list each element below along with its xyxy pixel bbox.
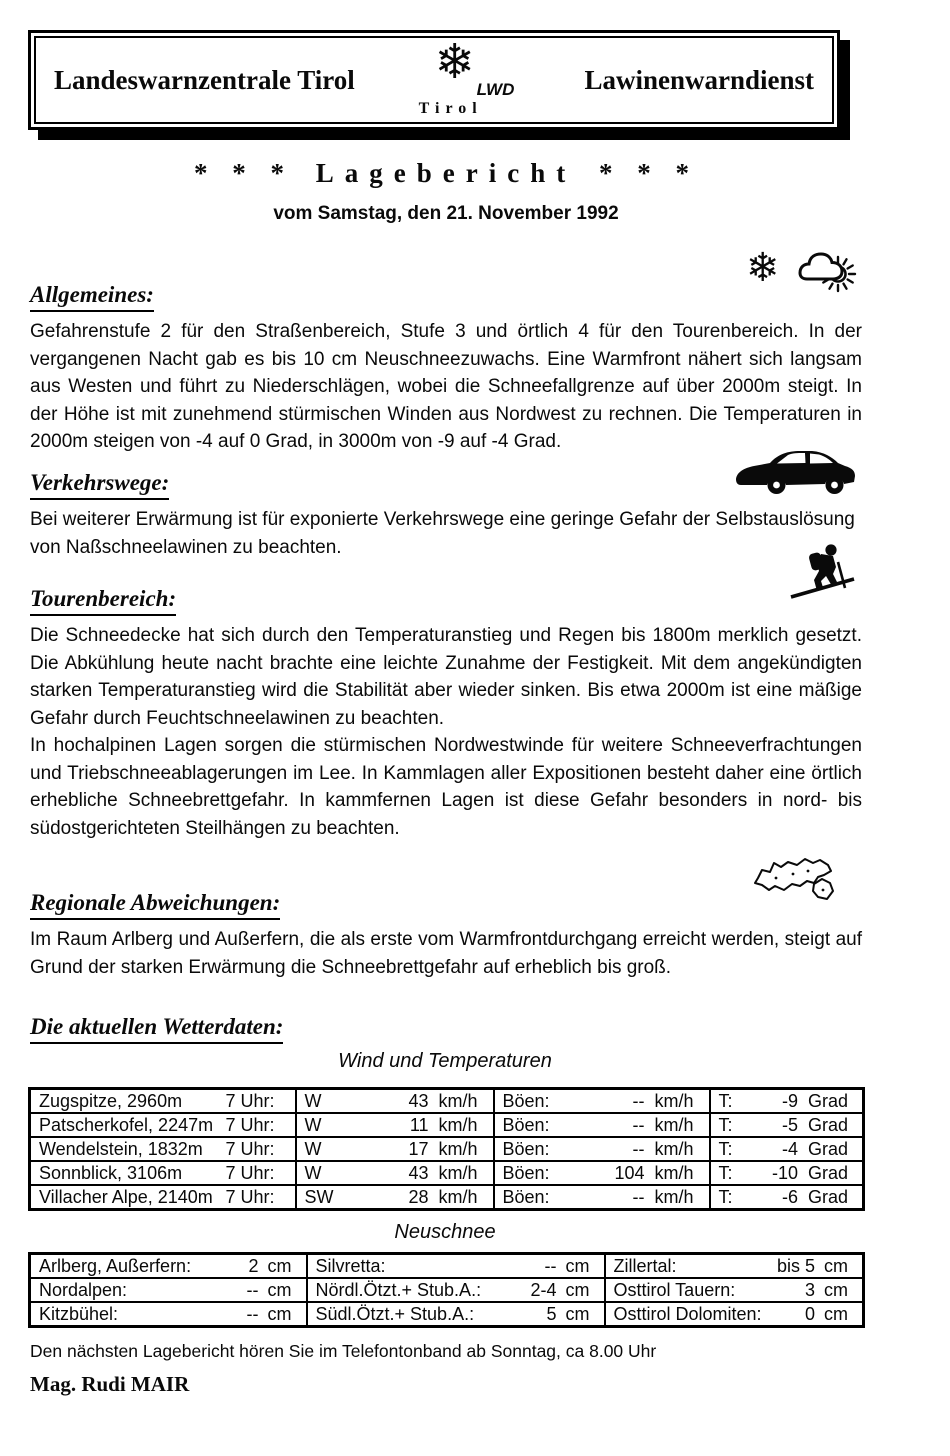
unit-cell: cm bbox=[267, 1303, 292, 1324]
snow-value-cell: 2-4 bbox=[530, 1279, 557, 1300]
section-heading: Verkehrswege: bbox=[30, 470, 169, 500]
header-right-title: Lawinenwarndienst bbox=[584, 64, 814, 95]
report-date: vom Samstag, den 21. November 1992 bbox=[273, 203, 619, 224]
snow-value-cell: 0 bbox=[804, 1303, 815, 1324]
neuschnee-table bbox=[28, 1252, 865, 1328]
wind-speed-cell: 28 bbox=[408, 1186, 429, 1207]
gust-label: Böen: bbox=[502, 1114, 550, 1135]
region-cell: Südl.Ötzt.+ Stub.A.: bbox=[315, 1303, 475, 1324]
unit-cell: cm bbox=[565, 1255, 590, 1276]
time-cell: 7 Uhr: bbox=[225, 1186, 275, 1207]
unit-cell: cm bbox=[267, 1255, 292, 1276]
station-cell: Villacher Alpe, 2140m bbox=[39, 1186, 213, 1207]
gust-label: Böen: bbox=[502, 1162, 550, 1183]
unit-cell: cm bbox=[267, 1279, 292, 1300]
section-heading: Die aktuellen Wetterdaten: bbox=[30, 1014, 283, 1044]
gust-value-cell: -- bbox=[632, 1138, 645, 1159]
station-cell: Zugspitze, 2960m bbox=[39, 1090, 183, 1111]
unit-cell: km/h bbox=[438, 1114, 478, 1135]
temp-label: T: bbox=[718, 1090, 733, 1111]
wind-dir-cell: SW bbox=[304, 1186, 334, 1207]
temp-label: T: bbox=[718, 1138, 733, 1159]
region-cell: Silvretta: bbox=[315, 1255, 386, 1276]
unit-cell: Grad bbox=[808, 1138, 849, 1159]
section-verkehrswege bbox=[30, 470, 862, 561]
unit-cell: cm bbox=[565, 1279, 590, 1300]
temp-value-cell: -9 bbox=[781, 1090, 798, 1111]
unit-cell: km/h bbox=[654, 1090, 694, 1111]
section-allgemeines bbox=[30, 282, 862, 456]
logo-tirol-text: Tirol bbox=[418, 100, 483, 117]
table-row bbox=[30, 1302, 864, 1327]
unit-cell: Grad bbox=[808, 1114, 849, 1135]
region-cell: Zillertal: bbox=[613, 1255, 677, 1276]
wind-speed-cell: 43 bbox=[408, 1162, 429, 1183]
wind-table-title: Wind und Temperaturen bbox=[338, 1050, 552, 1072]
unit-cell: Grad bbox=[808, 1186, 849, 1207]
temp-value-cell: -6 bbox=[781, 1186, 798, 1207]
table-row bbox=[30, 1185, 864, 1210]
time-cell: 7 Uhr: bbox=[225, 1114, 275, 1135]
temp-label: T: bbox=[718, 1162, 733, 1183]
unit-cell: km/h bbox=[654, 1138, 694, 1159]
station-cell: Wendelstein, 1832m bbox=[39, 1138, 203, 1159]
unit-cell: km/h bbox=[654, 1162, 694, 1183]
unit-cell: km/h bbox=[438, 1090, 478, 1111]
section-heading: Regionale Abweichungen: bbox=[30, 890, 280, 920]
temp-value-cell: -5 bbox=[781, 1114, 798, 1135]
wind-dir-cell: W bbox=[304, 1138, 322, 1159]
page-title bbox=[30, 158, 862, 189]
region-cell: Osttirol Dolomiten: bbox=[613, 1303, 762, 1324]
snow-value-cell: 3 bbox=[804, 1279, 815, 1300]
snowflake-icon: ❄ bbox=[434, 34, 475, 90]
section-heading: Tourenbereich: bbox=[30, 586, 176, 616]
time-cell: 7 Uhr: bbox=[225, 1162, 275, 1183]
table-row bbox=[30, 1137, 864, 1161]
snow-value-cell: bis 5 bbox=[776, 1255, 815, 1276]
time-cell: 7 Uhr: bbox=[225, 1138, 275, 1159]
snowflake-icon: ❄ bbox=[746, 245, 780, 291]
footer-note: Den nächsten Lagebericht hören Sie im Telefontonband ab Sonntag, ca 8.00 Uhr bbox=[30, 1341, 657, 1361]
gust-label: Böen: bbox=[502, 1138, 550, 1159]
title-stars-right: * * * bbox=[598, 158, 698, 188]
section-heading: Allgemeines: bbox=[30, 282, 154, 312]
signature: Mag. Rudi MAIR bbox=[30, 1372, 190, 1396]
region-cell: Kitzbühel: bbox=[39, 1303, 119, 1324]
section-paragraph: Die Schneedecke hat sich durch den Temperaturanstieg und Regen bis 1800m merklich gesetzt. Die Abkühlung heute nacht brachte eine leichte Zunahme der Festigkeit. Mit dem angekündigten starken Temperaturanstieg wird die Stabilität aber wieder sinken. Bis etwa 2000m ist eine mäßige Gefahr durch Feuchtschneelawinen zu beachten. bbox=[30, 625, 862, 729]
wind-dir-cell: W bbox=[304, 1162, 322, 1183]
wind-dir-cell: W bbox=[304, 1114, 322, 1135]
section-paragraph: Gefahrenstufe 2 für den Straßenbereich, Stufe 3 und örtlich 4 für den Tourenbereich. In der vergangenen Nacht gab es bis 10 cm Neuschneezuwachs. Eine Warmfront nähert sich langsam aus Westen und führt zu Niederschlägen, wobei die Schneefallgrenze auf über 2000m steigt. In der Höhe ist mit zunehmend stürmischen Winden aus Nordwest zu rechnen. Die Temperaturen in 2000m steigen von -4 auf 0 Grad, in 3000m von -9 auf -4 Grad. bbox=[30, 321, 862, 452]
gust-value-cell: -- bbox=[632, 1090, 645, 1111]
neuschnee-table-title: Neuschnee bbox=[394, 1221, 496, 1243]
title-word: Lagebericht bbox=[315, 158, 577, 188]
temp-value-cell: -10 bbox=[771, 1162, 798, 1183]
table-row bbox=[30, 1278, 864, 1302]
time-cell: 7 Uhr: bbox=[225, 1090, 275, 1111]
unit-cell: km/h bbox=[654, 1186, 694, 1207]
snow-value-cell: -- bbox=[246, 1303, 259, 1324]
snow-value-cell: 5 bbox=[546, 1303, 557, 1324]
header-left-title: Landeswarnzentrale Tirol bbox=[54, 64, 355, 95]
unit-cell: cm bbox=[824, 1255, 848, 1276]
table-row bbox=[30, 1089, 864, 1114]
logo-lwd-text: LWD bbox=[476, 80, 515, 99]
temp-value-cell: -4 bbox=[781, 1138, 798, 1159]
temp-label: T: bbox=[718, 1186, 733, 1207]
unit-cell: cm bbox=[565, 1303, 590, 1324]
station-cell: Patscherkofel, 2247m bbox=[39, 1114, 214, 1135]
table-row bbox=[30, 1161, 864, 1185]
station-cell: Sonnblick, 3106m bbox=[39, 1162, 183, 1183]
table-row bbox=[30, 1254, 864, 1279]
section-regionale-abweichungen bbox=[30, 890, 862, 981]
gust-value-cell: 104 bbox=[614, 1162, 645, 1183]
section-paragraph: Im Raum Arlberg und Außerfern, die als erste vom Warmfrontdurchgang erreicht werden, steigt auf Grund der starken Erwärmung die Schneebrettgefahr auf erheblich bis groß. bbox=[30, 929, 862, 978]
snow-value-cell: -- bbox=[544, 1255, 557, 1276]
region-cell: Nördl.Ötzt.+ Stub.A.: bbox=[315, 1279, 482, 1300]
table-row bbox=[30, 1113, 864, 1137]
region-cell: Nordalpen: bbox=[39, 1279, 128, 1300]
unit-cell: Grad bbox=[808, 1090, 849, 1111]
region-cell: Osttirol Tauern: bbox=[613, 1279, 736, 1300]
section-paragraph: Bei weiterer Erwärmung ist für exponierte Verkehrswege eine geringe Gefahr der Selbstauslösung von Naßschneelawinen zu beachten. bbox=[30, 509, 855, 558]
header-inner-frame bbox=[34, 36, 834, 124]
wind-temperature-table bbox=[28, 1087, 865, 1211]
snow-value-cell: -- bbox=[246, 1279, 259, 1300]
unit-cell: Grad bbox=[808, 1162, 849, 1183]
wind-speed-cell: 17 bbox=[408, 1138, 429, 1159]
unit-cell: km/h bbox=[438, 1186, 478, 1207]
temp-label: T: bbox=[718, 1114, 733, 1135]
gust-value-cell: -- bbox=[632, 1186, 645, 1207]
unit-cell: cm bbox=[824, 1303, 848, 1324]
wind-dir-cell: W bbox=[304, 1090, 322, 1111]
snow-value-cell: 2 bbox=[248, 1255, 259, 1276]
gust-label: Böen: bbox=[502, 1186, 550, 1207]
wind-speed-cell: 11 bbox=[409, 1114, 429, 1135]
unit-cell: km/h bbox=[654, 1114, 694, 1135]
title-stars-left: * * * bbox=[194, 158, 293, 188]
unit-cell: cm bbox=[824, 1279, 848, 1300]
gust-label: Böen: bbox=[502, 1090, 550, 1111]
wind-speed-cell: 43 bbox=[408, 1090, 429, 1111]
section-tourenbereich bbox=[30, 586, 862, 842]
unit-cell: km/h bbox=[438, 1138, 478, 1159]
region-cell: Arlberg, Außerfern: bbox=[39, 1255, 192, 1276]
unit-cell: km/h bbox=[438, 1162, 478, 1183]
section-paragraph: In hochalpinen Lagen sorgen die stürmischen Nordwestwinde für weitere Schneeverfrachtungen und Triebschneeablagerungen im Lee. In Kammlagen aller Expositionen besteht daher eine örtlich erhebliche Schneebrettgefahr. In kammfernen Lagen ist diese Gefahr besonders in nord- bis südostgerichteten Steilhängen zu beachten. bbox=[30, 735, 862, 839]
header-box bbox=[28, 30, 840, 130]
section-wetterdaten-heading bbox=[30, 1014, 862, 1050]
gust-value-cell: -- bbox=[632, 1114, 645, 1135]
lwd-tirol-logo bbox=[411, 34, 529, 122]
